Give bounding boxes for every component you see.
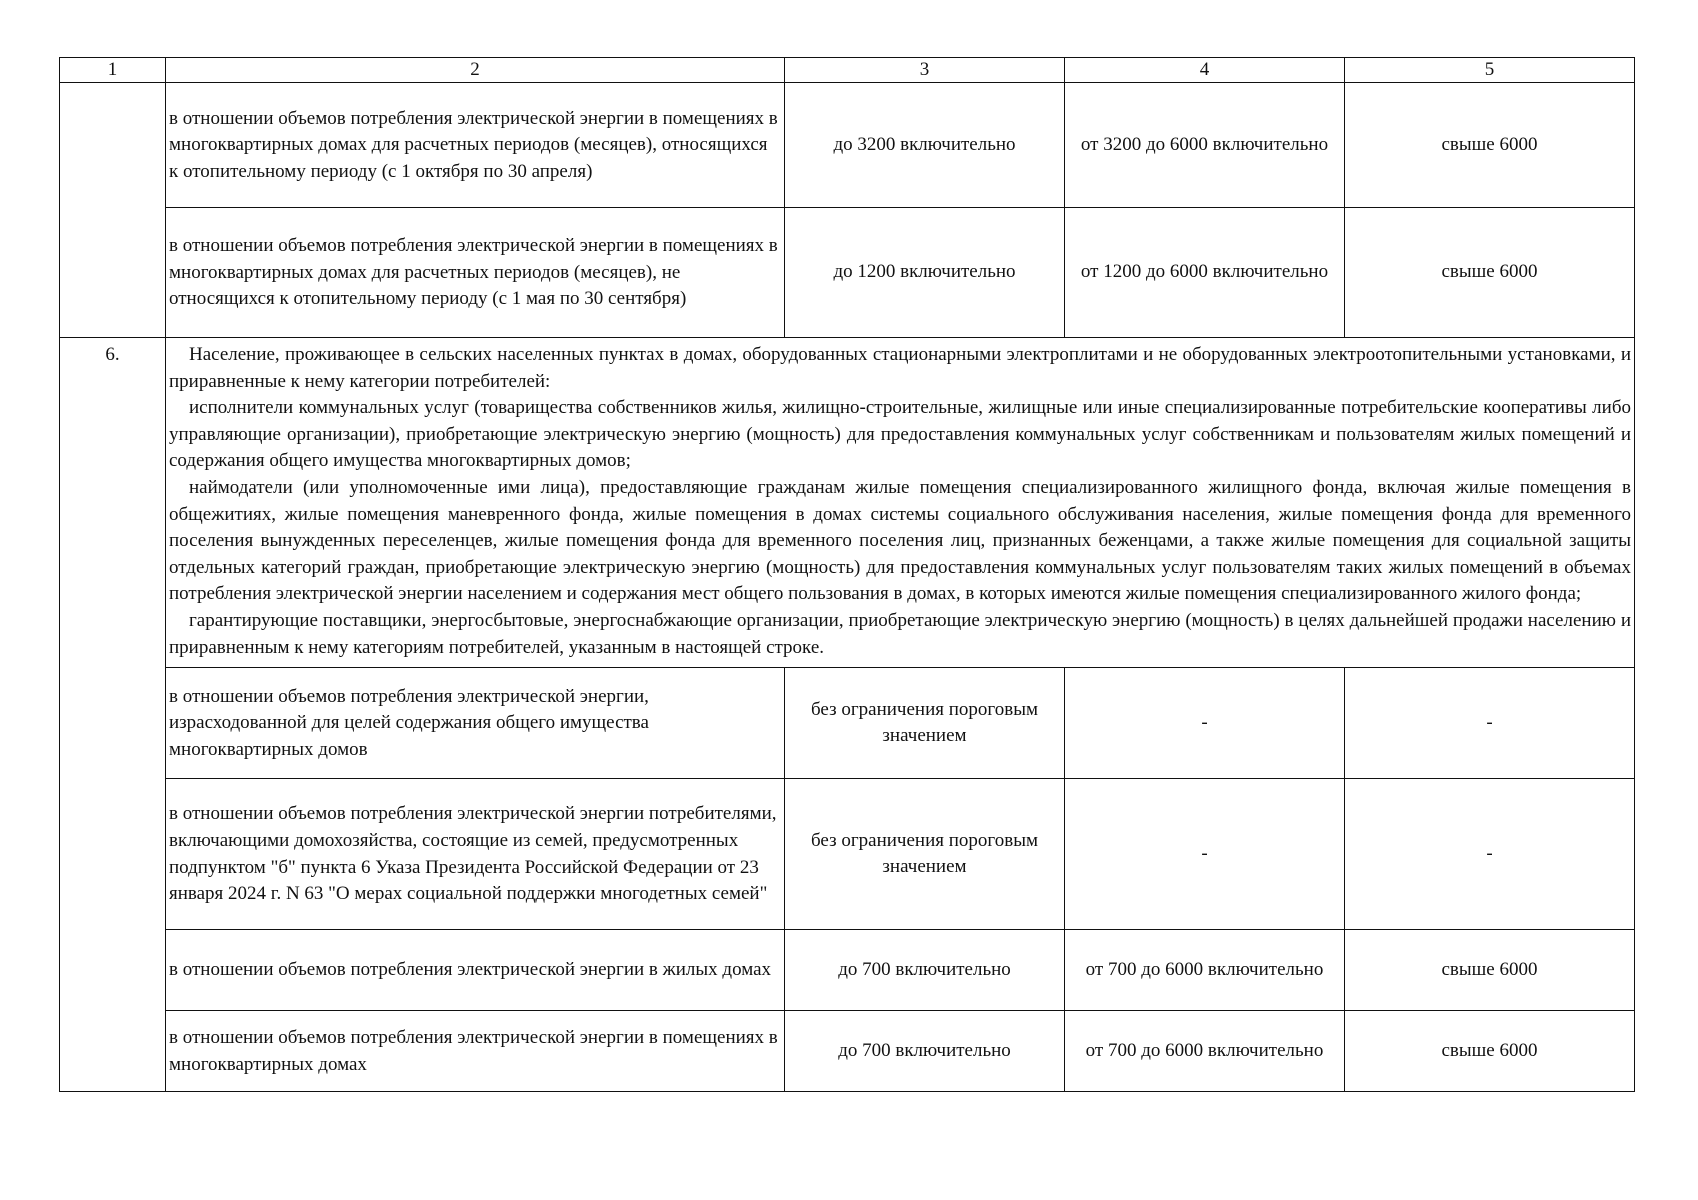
consumption-description: в отношении объемов потребления электрической энергии в помещениях в многоквартирных домах для расчетных периодов (месяцев), не относящихся к отопительному периоду (с 1 мая по 30 сентября): [166, 208, 785, 338]
section-6-paragraph-1: Население, проживающее в сельских населенных пунктах в домах, оборудованных стационарными электроплитами и не оборудованных электроотопительными установками, и приравненные к нему категории потребителей:: [169, 344, 1631, 392]
row-number-cell-empty: [60, 83, 166, 208]
threshold-col4: от 700 до 6000 включительно: [1065, 930, 1345, 1011]
row-number-cell-empty: [60, 208, 166, 338]
column-number-3: 3: [785, 58, 1065, 83]
section-6-paragraph-2: исполнители коммунальных услуг (товарищества собственников жилья, жилищно-строительные, жилищные или иные специализированные потребительские кооперативы либо управляющие организации), приобретающие электрическую энергию (мощность) для предоставления коммунальных услуг собственникам и пользователям жилых помещений и содержания общего имущества многоквартирных домов;: [169, 397, 1631, 472]
threshold-col5: -: [1345, 779, 1635, 930]
consumption-description: в отношении объемов потребления электрической энергии потребителями, включающими домохозяйства, состоящие из семей, предусмотренных подпунктом "б" пункта 6 Указа Президента Российской Федерации от 23 января 2024 г. N 63 "О мерах социальной поддержки многодетных семей": [166, 779, 785, 930]
threshold-col3: до 1200 включительно: [785, 208, 1065, 338]
threshold-col5: свыше 6000: [1345, 83, 1635, 208]
column-number-5: 5: [1345, 58, 1635, 83]
table-row: [60, 668, 1635, 779]
section-number: 6.: [60, 338, 166, 1092]
threshold-col4: от 1200 до 6000 включительно: [1065, 208, 1345, 338]
table-row: [60, 1011, 1635, 1092]
section-6-paragraph-3: наймодатели (или уполномоченные ими лица), предоставляющие гражданам жилые помещения специализированного жилищного фонда, включая жилые помещения в общежитиях, жилые помещения маневренного фонда, жилые помещения в домах системы социального обслуживания населения, жилые помещения фонда для временного поселения вынужденных переселенцев, жилые помещения фонда для временного поселения лиц, признанных беженцами, а также жилые помещения для социальной защиты отдельных категорий граждан, приобретающие электрическую энергию (мощность) для предоставления коммунальных услуг пользователям таких жилых помещений в объемах потребления электрической энергии населением и содержания мест общего пользования в домах, в которых имеются жилые помещения специализированного жилого фонда;: [169, 476, 1631, 605]
threshold-col5: -: [1345, 668, 1635, 779]
table-row: [60, 83, 1635, 208]
column-number-4: 4: [1065, 58, 1345, 83]
consumption-description: в отношении объемов потребления электрической энергии в помещениях в многоквартирных домах для расчетных периодов (месяцев), относящихся к отопительному периоду (с 1 октября по 30 апреля): [166, 83, 785, 208]
threshold-col3: без ограничения пороговым значением: [785, 779, 1065, 930]
threshold-col4: от 3200 до 6000 включительно: [1065, 83, 1345, 208]
threshold-col3: до 700 включительно: [785, 930, 1065, 1011]
threshold-col4: -: [1065, 779, 1345, 930]
column-number-1: 1: [60, 58, 166, 83]
threshold-col5: свыше 6000: [1345, 1011, 1635, 1092]
threshold-col4: -: [1065, 668, 1345, 779]
column-number-header-row: [60, 58, 1635, 83]
threshold-col3: до 3200 включительно: [785, 83, 1065, 208]
section-6-description: [166, 338, 1635, 668]
section-6-paragraph-4: гарантирующие поставщики, энергосбытовые, энергоснабжающие организации, приобретающие электрическую энергию (мощность) в целях дальнейшей продажи населению и приравненным к нему категориям потребителей, указанным в настоящей строке.: [169, 609, 1631, 658]
column-number-2: 2: [166, 58, 785, 83]
table-row: [60, 779, 1635, 930]
consumption-description: в отношении объемов потребления электрической энергии в жилых домах: [166, 930, 785, 1011]
consumption-description: в отношении объемов потребления электрической энергии, израсходованной для целей содержания общего имущества многоквартирных домов: [166, 668, 785, 779]
threshold-col5: свыше 6000: [1345, 208, 1635, 338]
threshold-col3: до 700 включительно: [785, 1011, 1065, 1092]
table-row: [60, 930, 1635, 1011]
consumption-description: в отношении объемов потребления электрической энергии в помещениях в многоквартирных домах: [166, 1011, 785, 1092]
threshold-col4: от 700 до 6000 включительно: [1065, 1011, 1345, 1092]
threshold-col3: без ограничения пороговым значением: [785, 668, 1065, 779]
tariff-table: [59, 57, 1635, 1092]
threshold-col5: свыше 6000: [1345, 930, 1635, 1011]
section-6-header-row: [60, 338, 1635, 668]
table-row: [60, 208, 1635, 338]
